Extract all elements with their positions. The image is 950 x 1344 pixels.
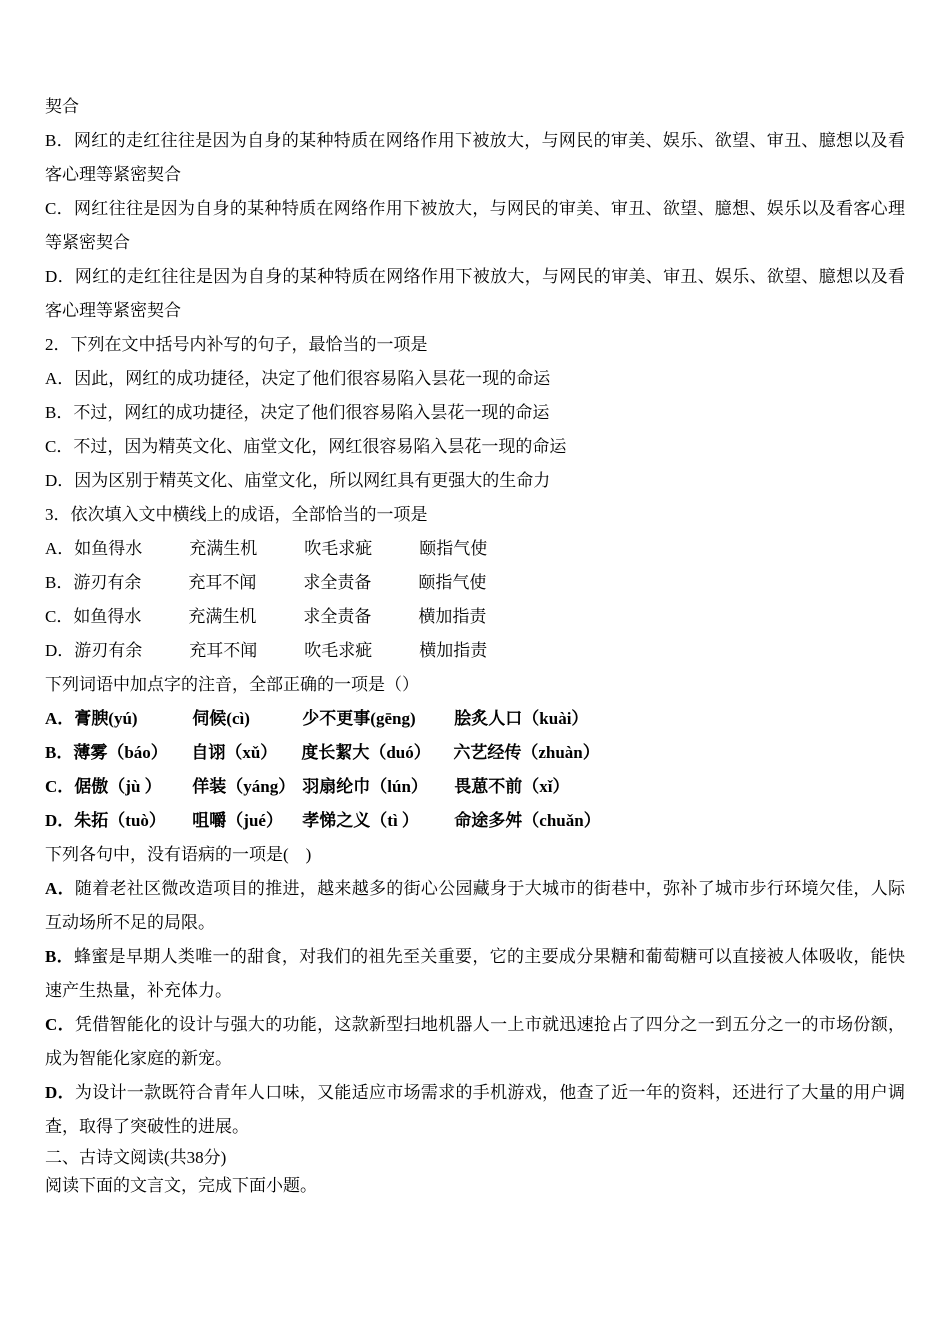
pinyin-word: 朱拓（tuò） [74,811,166,830]
idiom-word: 充满生机 [188,607,257,626]
pinyin-word: 佯装（yáng） [192,777,296,796]
q5-option-b [45,940,905,1008]
idiom-word: 横加指责 [419,641,488,660]
option-label: B． [45,131,74,150]
q4-title: 下列词语中加点字的注音，全部正确的一项是（） [45,675,419,694]
option-text: 随着老社区微改造项目的推进，越来越多的街心公园藏身于大城市的街巷中，弥补了城市步行环境欠佳，人际互动场所不足的局限。 [45,879,906,932]
idiom-word: 颐指气使 [418,573,487,592]
q5-option-a [45,872,905,940]
q4-option-c [45,770,905,804]
idiom-word: 如鱼得水 [74,539,143,558]
option-label: A． [45,539,75,558]
q5-option-c [45,1008,905,1076]
q1-option-c [45,192,905,260]
option-label: D． [45,267,75,286]
option-text: 网红的走红往往是因为自身的某种特质在网络作用下被放大，与网民的审美、审丑、娱乐、欲望、臆想以及看客心理等紧密契合 [45,267,906,320]
option-label: B． [45,573,74,592]
q3-option-d [45,634,905,668]
q2-option-a: A．因此，网红的成功捷径，决定了他们很容易陷入昙花一现的命运 [45,369,551,388]
idiom-word: 游刃有余 [74,641,143,660]
pinyin-word: 伺候(cì) [192,709,250,728]
q3-title: 3．依次填入文中横线上的成语，全部恰当的一项是 [45,505,428,524]
q1-option-b [45,124,905,192]
idiom-word: 颐指气使 [419,539,488,558]
pinyin-word: 孝悌之义（tì ） [302,811,419,830]
pinyin-word: 自诩（xǔ） [191,743,278,762]
q5-option-d [45,1076,905,1144]
option-label: D． [45,641,75,660]
option-text: 为设计一款既符合青年人口味，又能适应市场需求的手机游戏，他查了近一年的资料，还进行了大量的用户调查，取得了突破性的进展。 [45,1083,906,1136]
q2-title: 2．下列在文中括号内补写的句子，最恰当的一项是 [45,335,428,354]
idiom-word: 如鱼得水 [73,607,142,626]
pinyin-word: 少不更事(gēng) [302,709,416,728]
option-label: C． [45,199,74,218]
option-label: A． [45,879,75,898]
option-label: C． [45,777,75,796]
option-text: 蜂蜜是早期人类唯一的甜食，对我们的祖先至关重要，它的主要成分果糖和葡萄糖可以直接被人体吸收，能快速产生热量，补充体力。 [45,947,905,1000]
option-text: 网红的走红往往是因为自身的某种特质在网络作用下被放大，与网民的审美、娱乐、欲望、审丑、臆想以及看客心理等紧密契合 [45,131,905,184]
pinyin-word: 羽扇纶巾（lún） [302,777,428,796]
q2-option-c: C．不过，因为精英文化、庙堂文化，网红很容易陷入昙花一现的命运 [45,437,567,456]
pinyin-word: 膏腴(yú) [74,709,138,728]
idiom-word: 充耳不闻 [188,573,257,592]
q5-title: 下列各句中，没有语病的一项是( ) [45,845,312,864]
pinyin-word: 薄雾（báo） [73,743,168,762]
q1-option-d [45,260,905,328]
idiom-word: 吹毛求疵 [304,641,373,660]
pinyin-word: 命途多舛（chuǎn） [454,811,601,830]
option-label: D． [45,1083,75,1102]
pinyin-word: 度长絜大（duó） [301,743,431,762]
idiom-word: 横加指责 [418,607,487,626]
option-label: B． [45,947,74,966]
pinyin-word: 咀嚼（jué） [192,811,283,830]
idiom-word: 游刃有余 [73,573,142,592]
section2-intro: 阅读下面的文言文，完成下面小题。 [45,1176,317,1195]
option-text: 凭借智能化的设计与强大的功能，这款新型扫地机器人一上市就迅速抢占了四分之一到五分之一的市场份额，成为智能化家庭的新宠。 [45,1015,906,1068]
option-label: C． [45,607,74,626]
pinyin-word: 倨傲（jù ） [74,777,162,796]
option-text: 网红往往是因为自身的某种特质在网络作用下被放大，与网民的审美、审丑、欲望、臆想、娱乐以及看客心理等紧密契合 [45,199,905,252]
q2-option-d: D．因为区别于精英文化、庙堂文化，所以网红具有更强大的生命力 [45,471,551,490]
option-a-continuation: 契合 [45,97,79,116]
idiom-word: 充满生机 [189,539,258,558]
option-label: B． [45,743,74,762]
idiom-word: 求全责备 [303,607,372,626]
pinyin-word: 脍炙人口（kuài） [454,709,589,728]
q3-option-b [45,566,905,600]
pinyin-word: 六艺经传（zhuàn） [453,743,600,762]
idiom-word: 充耳不闻 [189,641,258,660]
idiom-word: 求全责备 [303,573,372,592]
q4-option-b [45,736,905,770]
pinyin-word: 畏葸不前（xǐ） [454,777,570,796]
q3-option-a [45,532,905,566]
option-label: D． [45,811,75,830]
option-label: A． [45,709,75,728]
option-label: C． [45,1015,75,1034]
q2-option-b: B．不过，网红的成功捷径，决定了他们很容易陷入昙花一现的命运 [45,403,550,422]
section2-title: 二、古诗文阅读(共38分) [45,1148,227,1167]
q4-option-a [45,702,905,736]
q4-option-d [45,804,905,838]
q3-option-c [45,600,905,634]
idiom-word: 吹毛求疵 [304,539,373,558]
